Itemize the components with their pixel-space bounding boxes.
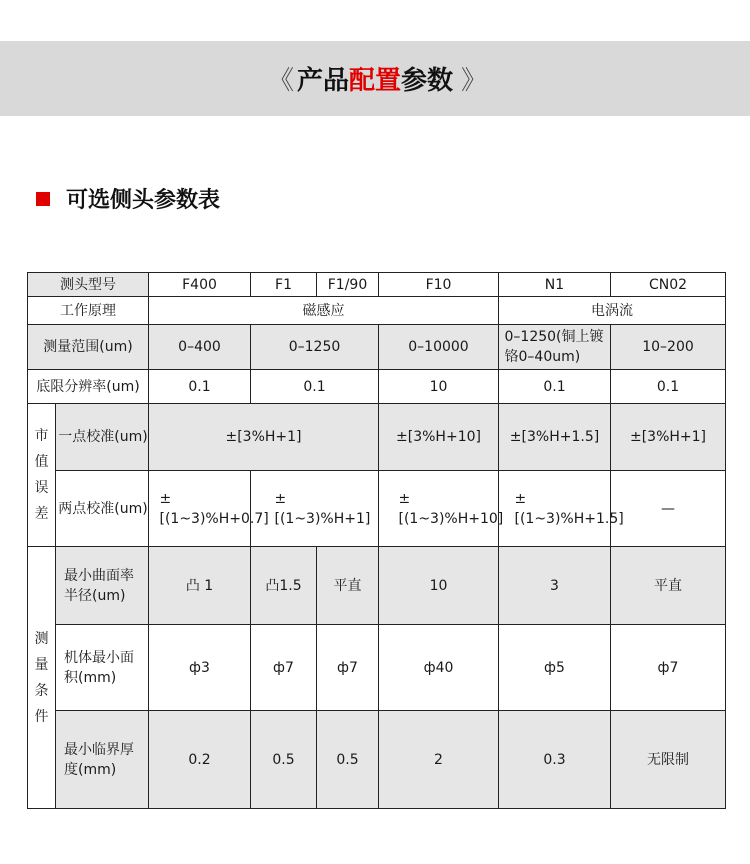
two-point-f400-cell [149, 471, 269, 547]
thickness-f400-cell: 0.2 [149, 711, 251, 809]
table-row-range [28, 325, 726, 370]
resolution-f10-cell: 10 [379, 370, 499, 404]
curvature-f400-cell: 凸 1 [149, 547, 251, 625]
table-row-two-point [28, 471, 726, 547]
table-row-one-point [28, 404, 726, 471]
range-cn02-cell: 10–200 [611, 325, 726, 370]
header-label-cell: 测头型号 [28, 273, 149, 297]
banner [0, 41, 750, 116]
curvature-label-cell [56, 547, 149, 625]
curvature-f1-90-cell: 平直 [317, 547, 379, 625]
banner-title-group [260, 60, 490, 97]
left-chevron-icon: 《 [267, 66, 289, 96]
curvature-f10-cell: 10 [379, 547, 499, 625]
two-point-n1-text: ±[(1~3)%H+1.5] [514, 490, 624, 527]
range-n1-text: 0–1250(铜上镀铬0–40um) [504, 329, 604, 365]
range-f1-cell: 0–1250 [251, 325, 379, 370]
two-point-cn02-cell: — [611, 471, 726, 547]
model-f1-cell: F1 [251, 273, 317, 297]
range-f400-cell: 0–400 [149, 325, 251, 370]
conditions-group-label-cell [28, 547, 56, 809]
model-cn02-cell: CN02 [611, 273, 726, 297]
model-f10-cell: F10 [379, 273, 499, 297]
two-point-f1-cell [251, 471, 379, 547]
square-bullet-icon [36, 192, 50, 206]
curvature-n1-cell: 3 [499, 547, 611, 625]
principle-label-cell: 工作原理 [28, 297, 149, 325]
two-point-n1-cell [499, 471, 624, 547]
thickness-label-cell [56, 711, 149, 809]
error-group-label: 市值误差 [34, 428, 49, 522]
banner-title-part1: 产品 [296, 66, 349, 96]
area-f1-cell: ф7 [251, 625, 317, 711]
banner-title-part2: 参数 [401, 66, 454, 96]
thickness-f10-cell: 2 [379, 711, 499, 809]
two-point-label-cell: 两点校准(um) [56, 471, 149, 547]
range-label-cell: 测量范围(um) [28, 325, 149, 370]
resolution-cn02-cell: 0.1 [611, 370, 726, 404]
resolution-f1-cell: 0.1 [251, 370, 379, 404]
principle-eddy-cell: 电涡流 [499, 297, 726, 325]
two-point-f400-text: ±[(1~3)%H+0.7] [159, 490, 269, 527]
thickness-f1-cell: 0.5 [251, 711, 317, 809]
resolution-n1-cell: 0.1 [499, 370, 611, 404]
area-f400-cell: ф3 [149, 625, 251, 711]
table-row-area [28, 625, 726, 711]
section-title: 可选侧头参数表 [66, 188, 221, 213]
two-point-f10-text: ±[(1~3)%H+10] [398, 490, 504, 527]
range-f10-cell: 0–10000 [379, 325, 499, 370]
table-row-resolution [28, 370, 726, 404]
area-n1-cell: ф5 [499, 625, 611, 711]
curvature-f1-cell: 凸1.5 [251, 547, 317, 625]
one-point-label-cell: 一点校准(um) [56, 404, 149, 471]
range-n1-cell [499, 325, 611, 370]
area-cn02-cell: ф7 [611, 625, 726, 711]
conditions-group-label: 测量条件 [34, 630, 49, 725]
two-point-f1-text: ±[(1~3)%H+1] [274, 490, 371, 527]
thickness-f1-90-cell: 0.5 [317, 711, 379, 809]
curvature-label-text: 最小曲面率半径(um) [64, 567, 134, 604]
model-f400-cell: F400 [149, 273, 251, 297]
two-point-f10-cell [379, 471, 504, 547]
banner-title [297, 60, 453, 97]
one-point-f400-f1-cell: ±[3%H+1] [149, 404, 379, 471]
probe-spec-table [27, 272, 726, 809]
thickness-cn02-cell: 无限制 [611, 711, 726, 809]
model-n1-cell: N1 [499, 273, 611, 297]
section-heading [36, 183, 220, 214]
curvature-cn02-cell: 平直 [611, 547, 726, 625]
principle-magnetic-cell: 磁感应 [149, 297, 499, 325]
thickness-label-text: 最小临界厚度(mm) [64, 741, 134, 778]
area-f10-cell: ф40 [379, 625, 499, 711]
right-chevron-icon: 》 [461, 66, 483, 96]
resolution-f400-cell: 0.1 [149, 370, 251, 404]
table-row-header [28, 273, 726, 297]
area-f1-90-cell: ф7 [317, 625, 379, 711]
table-row-thickness [28, 711, 726, 809]
area-label-text: 机体最小面积(mm) [64, 649, 134, 686]
one-point-cn02-cell: ±[3%H+1] [611, 404, 726, 471]
model-f1-90-cell: F1/90 [317, 273, 379, 297]
resolution-label-cell: 底限分辨率(um) [28, 370, 149, 404]
thickness-n1-cell: 0.3 [499, 711, 611, 809]
area-label-cell [56, 625, 149, 711]
table-row-curvature [28, 547, 726, 625]
one-point-f10-cell: ±[3%H+10] [379, 404, 499, 471]
banner-title-accent: 配置 [348, 66, 401, 96]
one-point-n1-cell: ±[3%H+1.5] [499, 404, 611, 471]
table-row-principle [28, 297, 726, 325]
error-group-label-cell [28, 404, 56, 547]
